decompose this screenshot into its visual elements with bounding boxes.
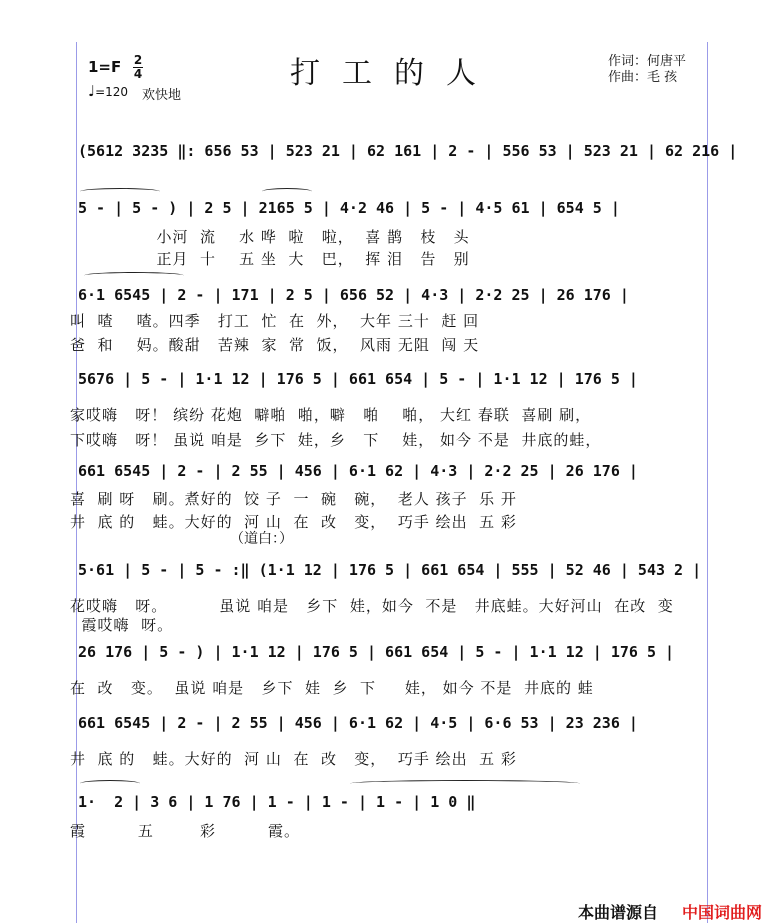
score-line-3: 6·1 6545 | 2 - | 171 | 2 5 | 656 52 | 4·3 | 2·2 25 | 26 176 |	[78, 286, 629, 304]
lyric-line-2-verse-2: 正月 十 五 坐 大 巴， 挥 泪 告 别	[70, 250, 470, 268]
lyric-line-8: 井 底 的 蛙。大好的 河 山 在 改 变， 巧手 绘出 五 彩	[70, 750, 517, 768]
lyric-line-4-verse-1: 家哎嗨 呀！ 缤纷 花炮 噼啪 啪，噼 啪 啪， 大红 春联 喜刷 刷，	[70, 406, 592, 424]
lyric-line-3-verse-1: 叫 喳 喳。四季 打工 忙 在 外， 大年 三十 赶 回	[70, 312, 480, 330]
score-line-4: 5676 | 5 - | 1·1 12 | 176 5 | 661 654 | 5 - | 1·1 12 | 176 5 |	[78, 370, 638, 388]
spoken-cue: （道白：）	[230, 531, 293, 547]
credits	[608, 54, 686, 86]
slur-mark	[350, 780, 580, 787]
score-line-2: 5 - | 5 - ) | 2 5 | 2165 5 | 4·2 46 | 5 - | 4·5 61 | 654 5 |	[78, 199, 620, 217]
lyric-line-6-verse-2: 霞哎嗨 呀。	[70, 616, 174, 634]
lyric-line-5-verse-2: 井 底 的 蛙。大好的 河 山 在 改 变， 巧手 绘出 五 彩	[70, 513, 517, 531]
tempo-marking	[88, 82, 128, 100]
slur-mark	[80, 188, 160, 195]
composer: 作曲：毛 孩	[608, 70, 678, 85]
key-signature: 1=F	[88, 58, 122, 76]
meter-bottom: 4	[133, 67, 143, 81]
time-signature	[133, 54, 143, 81]
site-name[interactable]: 中国词曲网	[682, 903, 763, 922]
lyric-line-6-verse-1: 花哎嗨 呀。 虽说 咱是 乡下 娃，如今 不是 井底蛙。大好河山 在改 变	[70, 597, 674, 615]
source-label: 本曲谱源自	[578, 903, 659, 922]
lyric-line-2-verse-1: 小河 流 水 哗 啦 啦， 喜 鹊 枝 头	[70, 228, 470, 246]
slur-mark	[80, 780, 140, 787]
expression-marking: 欢快地	[142, 88, 182, 103]
score-line-7: 26 176 | 5 - ) | 1·1 12 | 176 5 | 661 654 | 5 - | 1·1 12 | 176 5 |	[78, 643, 675, 661]
score-line-5: 661 6545 | 2 - | 2 55 | 456 | 6·1 62 | 4·3 | 2·2 25 | 26 176 |	[78, 462, 638, 480]
slur-mark	[262, 188, 312, 195]
score-line-8: 661 6545 | 2 - | 2 55 | 456 | 6·1 62 | 4·5 | 6·6 53 | 23 236 |	[78, 714, 638, 732]
lyric-line-3-verse-2: 爸 和 妈。酸甜 苦辣 家 常 饭， 风雨 无阻 闯 天	[70, 336, 480, 354]
lyricist: 作词：何唐平	[608, 54, 687, 69]
score-line-9: 1· 2 | 3 6 | 1 76 | 1 - | 1 - | 1 - | 1 0 ‖	[78, 793, 476, 811]
song-title: 打工的人	[290, 56, 498, 91]
score-line-1: (5612 3235 ‖: 656 53 | 523 21 | 62 161 | 2 - | 556 53 | 523 21 | 62 216 |	[78, 142, 738, 160]
slur-mark	[84, 272, 184, 279]
quarter-note-icon: ♩	[88, 82, 96, 100]
meter-top: 2	[133, 53, 143, 67]
lyric-line-5-verse-1: 喜 刷 呀 刷。煮好的 饺 子 一 碗 碗， 老人 孩子 乐 开	[70, 490, 517, 508]
lyric-line-7: 在 改 变。 虽说 咱是 乡下 娃 乡 下 娃， 如今 不是 井底的 蛙	[70, 679, 594, 697]
lyric-line-4-verse-2: 下哎嗨 呀！ 虽说 咱是 乡下 娃，乡 下 娃， 如今 不是 井底的蛙，	[70, 431, 602, 449]
lyric-line-9: 霞 五 彩 霞。	[70, 822, 300, 840]
score-line-6: 5·61 | 5 - | 5 - :‖ (1·1 12 | 176 5 | 661 654 | 555 | 52 46 | 543 2 |	[78, 561, 702, 579]
tempo-value: =120	[95, 85, 129, 99]
